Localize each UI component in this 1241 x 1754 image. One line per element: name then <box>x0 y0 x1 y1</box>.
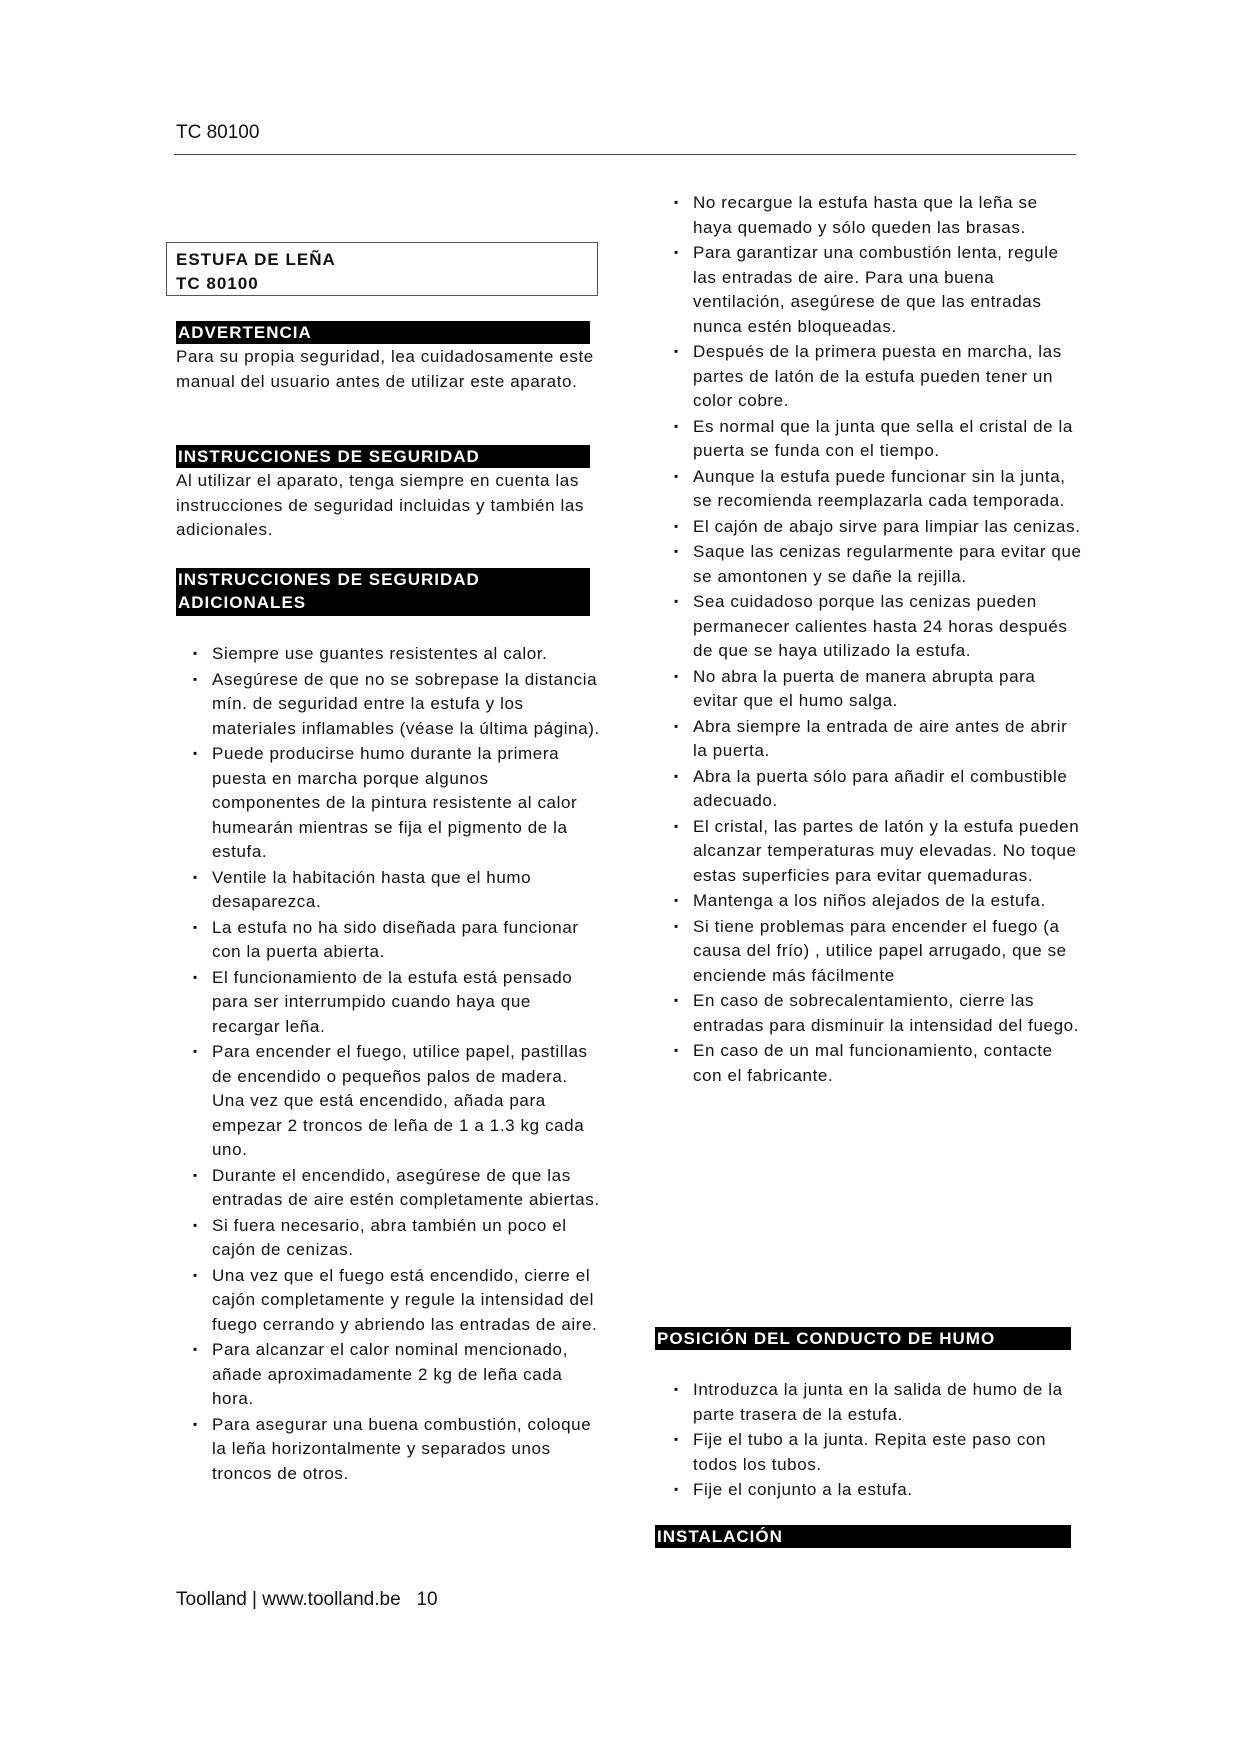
header-divider <box>174 154 1076 155</box>
bullet-icon: ▪ <box>674 818 679 833</box>
list-item <box>657 664 1082 714</box>
list-item <box>176 1263 602 1338</box>
heading-instrucciones: INSTRUCCIONES DE SEGURIDAD <box>176 445 590 468</box>
list-item <box>657 190 1082 240</box>
bullet-icon: ▪ <box>674 1382 679 1396</box>
bullet-icon: ▪ <box>674 768 679 783</box>
list-item-text: Fije el tubo a la junta. Repita este paso con todos los tubos. <box>693 1430 1047 1474</box>
list-item-text: El funcionamiento de la estufa está pensado para ser interrumpido cuando haya que recargar leña. <box>212 967 573 1036</box>
list-item-text: La estufa no ha sido diseñada para funcionar con la puerta abierta. <box>212 917 579 961</box>
list-item-text: Abra siempre la entrada de aire antes de abrir la puerta. <box>693 716 1068 760</box>
bullet-icon: ▪ <box>674 1482 679 1496</box>
bullet-icon: ▪ <box>674 668 679 683</box>
list-item <box>657 339 1082 414</box>
footer <box>176 1589 438 1611</box>
heading-instalacion: INSTALACIÓN <box>655 1525 1071 1548</box>
list-item <box>657 814 1082 889</box>
heading-advertencia: ADVERTENCIA <box>176 321 590 344</box>
bullet-icon: ▪ <box>193 969 198 984</box>
heading-adicionales <box>176 568 590 616</box>
list-item-text: Abra la puerta sólo para añadir el combustible adecuado. <box>693 766 1068 810</box>
list-item <box>657 1038 1082 1088</box>
list-item <box>176 1039 602 1163</box>
list-item <box>657 764 1082 814</box>
list-item-text: Puede producirse humo durante la primera puesta en marcha porque algunos componentes de la pintura resistente al calor humearán mientras se fija el pigmento de la estufa. <box>212 744 578 861</box>
heading-adicionales-line-1: INSTRUCCIONES DE SEGURIDAD <box>178 570 480 589</box>
list-item-text: Es normal que la junta que sella el cristal de la puerta se funda con el tiempo. <box>693 416 1073 460</box>
list-item <box>657 988 1082 1038</box>
list-item-text: Para encender el fuego, utilice papel, pastillas de encendido o pequeños palos de madera. Una vez que está encendido, añada para empezar 2 troncos de leña de 1 a 1.3 kg cada uno. <box>212 1042 588 1159</box>
list-item-text: En caso de un mal funcionamiento, contacte con el fabricante. <box>693 1041 1053 1085</box>
bullet-icon: ▪ <box>674 1432 679 1446</box>
list-item <box>657 914 1082 989</box>
list-item-text: Después de la primera puesta en marcha, las partes de latón de la estufa pueden tener un color cobre. <box>693 342 1062 410</box>
bullet-icon: ▪ <box>674 245 679 259</box>
list-item-text: El cristal, las partes de latón y la estufa pueden alcanzar temperaturas muy elevadas. No toque estas superficies para evitar quemaduras. <box>693 816 1080 885</box>
list-item <box>657 1377 1082 1427</box>
header-model: TC 80100 <box>176 122 260 143</box>
list-item <box>176 667 602 742</box>
bullet-icon: ▪ <box>674 195 679 209</box>
bullet-icon: ▪ <box>674 468 679 483</box>
list-item-text: Saque las cenizas regularmente para evitar que se amontonen y se dañe la rejilla. <box>693 542 1082 586</box>
bullet-icon: ▪ <box>193 1267 198 1282</box>
list-item-text: Aunque la estufa puede funcionar sin la junta, se recomienda reemplazarla cada temporada. <box>693 466 1066 510</box>
bullet-icon: ▪ <box>674 1043 679 1057</box>
list-item <box>176 965 602 1040</box>
list-item-text: Mantenga a los niños alejados de la estufa. <box>693 891 1046 910</box>
bullet-icon: ▪ <box>193 869 198 884</box>
list-item-text: No recargue la estufa hasta que la leña se haya quemado y sólo queden las brasas. <box>693 193 1038 237</box>
list-safety-left <box>176 641 602 1486</box>
text-advertencia: Para su propia seguridad, lea cuidadosamente este manual del usuario antes de utilizar este aparato. <box>176 347 594 391</box>
bullet-icon: ▪ <box>674 594 679 608</box>
list-item <box>657 888 1082 914</box>
list-item-text: Durante el encendido, asegúrese de que las entradas de aire estén completamente abiertas. <box>212 1165 600 1209</box>
list-item <box>657 589 1082 664</box>
bullet-icon: ▪ <box>193 746 198 760</box>
list-item <box>657 464 1082 514</box>
list-item <box>657 1427 1082 1477</box>
list-conducto <box>657 1377 1082 1503</box>
list-item-text: Fije el conjunto a la estufa. <box>693 1480 913 1499</box>
list-item <box>657 514 1082 540</box>
page-number: 10 <box>416 1589 438 1610</box>
list-item-text: No abra la puerta de manera abrupta para evitar que el humo salga. <box>693 666 1036 710</box>
bullet-icon: ▪ <box>674 418 679 433</box>
list-item <box>176 741 602 865</box>
bullet-icon: ▪ <box>193 671 198 686</box>
bullet-icon: ▪ <box>674 544 679 558</box>
list-safety-right <box>657 190 1082 1088</box>
bullet-icon: ▪ <box>674 518 679 533</box>
list-item-text: Introduzca la junta en la salida de humo de la parte trasera de la estufa. <box>693 1380 1063 1424</box>
list-item-text: Una vez que el fuego está encendido, cierre el cajón completamente y regule la intensidad del fuego cerrando y abriendo las entradas de aire. <box>212 1265 598 1334</box>
list-item <box>176 865 602 915</box>
list-item <box>176 1213 602 1263</box>
bullet-icon: ▪ <box>193 919 198 934</box>
bullet-icon: ▪ <box>674 993 679 1007</box>
bullet-icon: ▪ <box>193 1044 198 1058</box>
list-item <box>657 539 1082 589</box>
bullet-icon: ▪ <box>674 718 679 733</box>
bullet-icon: ▪ <box>193 1416 198 1431</box>
bullet-icon: ▪ <box>674 893 679 907</box>
list-item-text: Sea cuidadoso porque las cenizas pueden permanecer calientes hasta 24 horas después de que se haya utilizado la estufa. <box>693 592 1068 660</box>
text-instrucciones: Al utilizar el aparato, tenga siempre en cuenta las instrucciones de seguridad incluidas y también las adicionales. <box>176 471 584 539</box>
bullet-icon: ▪ <box>674 918 679 933</box>
list-item <box>176 1337 602 1412</box>
bullet-icon: ▪ <box>193 1342 198 1356</box>
list-item-text: Para alcanzar el calor nominal mencionado, añade aproximadamente 2 kg de leña cada hora. <box>212 1340 568 1408</box>
bullet-icon: ▪ <box>193 646 198 660</box>
list-item-text: Para asegurar una buena combustión, coloque la leña horizontalmente y separados unos troncos de otros. <box>212 1414 592 1483</box>
list-item <box>176 1412 602 1487</box>
list-item-text: Si tiene problemas para encender el fuego (a causa del frío) , utilice papel arrugado, que se enciende más fácilmente <box>693 916 1067 985</box>
footer-text: Toolland | www.toolland.be <box>176 1589 401 1610</box>
list-item-text: Si fuera necesario, abra también un poco el cajón de cenizas. <box>212 1215 567 1259</box>
heading-adicionales-line-2: ADICIONALES <box>178 593 307 612</box>
list-item <box>657 414 1082 464</box>
list-item <box>176 915 602 965</box>
bullet-icon: ▪ <box>193 1167 198 1182</box>
list-item-text: Ventile la habitación hasta que el humo desaparezca. <box>212 867 532 911</box>
title-box <box>166 242 598 296</box>
list-item <box>176 1163 602 1213</box>
list-item <box>657 1477 1082 1503</box>
bullet-icon: ▪ <box>193 1217 198 1232</box>
list-item <box>176 641 602 667</box>
list-item-text: Siempre use guantes resistentes al calor. <box>212 644 548 663</box>
list-item-text: Para garantizar una combustión lenta, regule las entradas de aire. Para una buena ventilación, asegúrese de que las entradas nunca estén bloqueadas. <box>693 243 1059 336</box>
list-item-text: Asegúrese de que no se sobrepase la distancia mín. de seguridad entre la estufa y los materiales inflamables (véase la última página). <box>212 669 600 738</box>
list-item <box>657 240 1082 339</box>
heading-conducto: POSICIÓN DEL CONDUCTO DE HUMO <box>655 1327 1071 1350</box>
list-item-text: En caso de sobrecalentamiento, cierre las entradas para disminuir la intensidad del fuego. <box>693 991 1080 1035</box>
list-item-text: El cajón de abajo sirve para limpiar las cenizas. <box>693 516 1081 536</box>
list-item <box>657 714 1082 764</box>
title-line-2: TC 80100 <box>176 274 259 293</box>
bullet-icon: ▪ <box>674 344 679 358</box>
title-line-1: ESTUFA DE LEÑA <box>176 250 336 269</box>
